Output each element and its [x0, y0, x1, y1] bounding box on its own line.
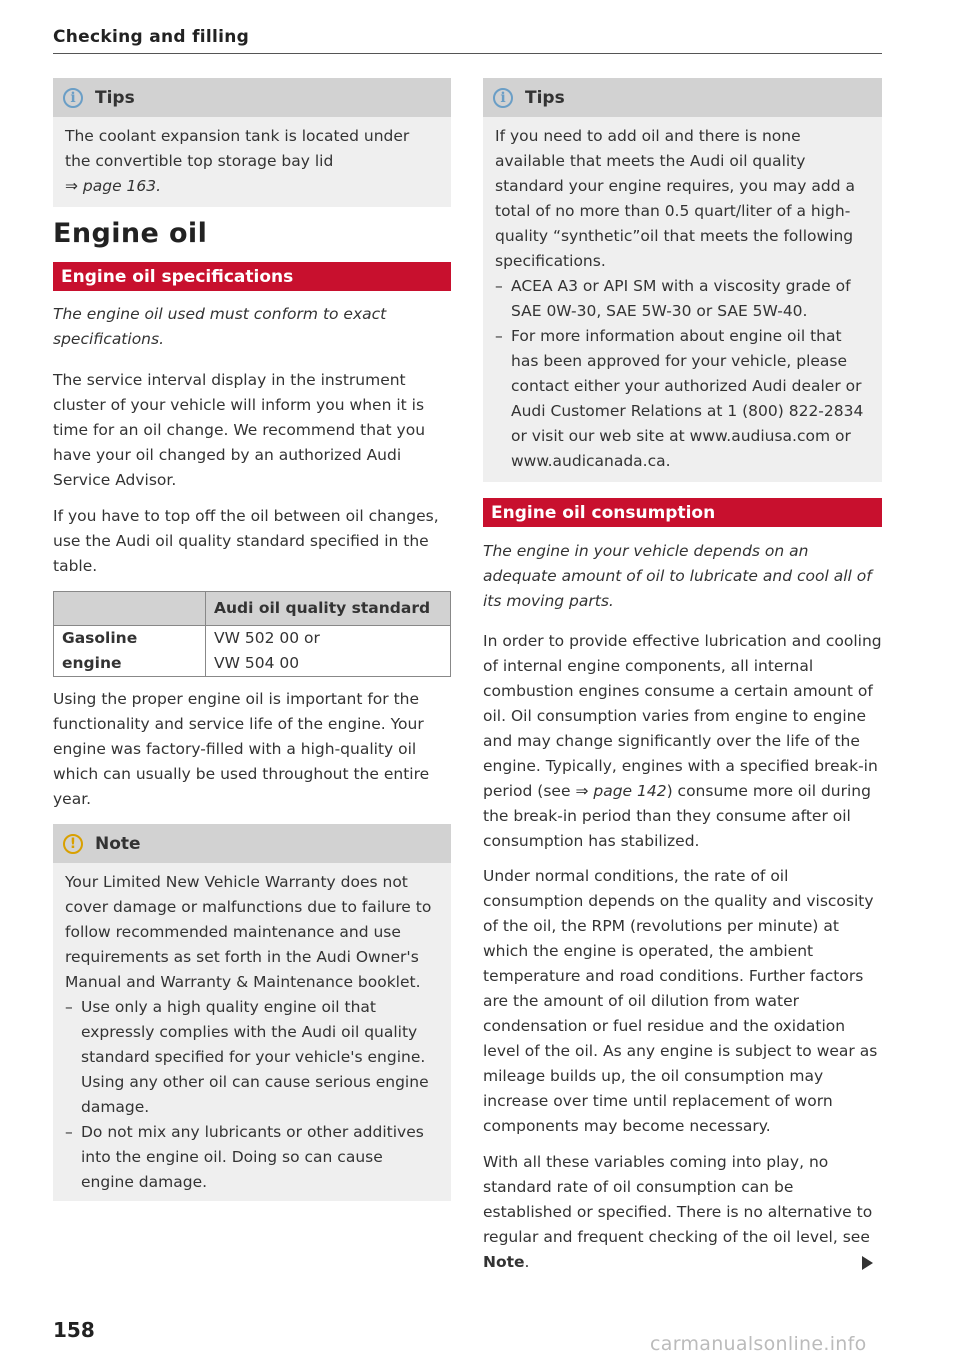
section-heading-engine-oil: Engine oil	[53, 218, 208, 249]
list-item: – Use only a high quality engine oil that expressly complies with the Audi oil quality standard specified for your vehicle's engine. Using any other oil can cause serious engine damage.	[65, 995, 439, 1120]
table-header-row	[54, 592, 451, 626]
note-list	[65, 995, 439, 1195]
header-rule	[53, 53, 882, 54]
table-value-line-1: VW 502 00 or	[214, 629, 320, 647]
paragraph-period: .	[524, 1253, 530, 1271]
paragraph-lubrication	[483, 629, 882, 854]
table-row-label: Gasoline engine	[54, 626, 206, 677]
info-icon: i	[63, 88, 83, 108]
section-intro: The engine in your vehicle depends on an adequate amount of oil to lubricate and cool all of its moving parts.	[483, 542, 872, 610]
list-item: – ACEA A3 or API SM with a viscosity grade of SAE 0W-30, SAE 5W-30 or SAE 5W-40.	[495, 274, 870, 324]
table-value-cell	[206, 626, 451, 677]
paragraph-variables	[483, 1150, 882, 1275]
tips-header	[53, 78, 451, 117]
paragraph-text: In order to provide effective lubrication and cooling of internal engine components, all internal combustion engines consume a certain amount of oil. Oil consumption varies from engine to engine and may change significantly over the life of the engine. Typically, engines with a specified break-in period (see	[483, 632, 882, 800]
paragraph-consumption-rate: Under normal conditions, the rate of oil consumption depends on the quality and viscosity of the oil, the RPM (revolutions per minute) at which the engine is operated, the ambient temperature and road conditions. Further factors are the amount of oil dilution from water condensation or fuel residue and the oxidation level of the oil. As any engine is subject to wear as mileage builds up, the oil consumption may increase over time until replacement of worn components may become necessary.	[483, 867, 878, 1135]
table-value-line-2: VW 504 00	[214, 654, 300, 672]
table-corner-cell	[54, 592, 206, 626]
table-column-header: Audi oil quality standard	[206, 592, 451, 626]
section-bar-oil-specifications: Engine oil specifications	[53, 262, 451, 291]
warning-icon: !	[63, 834, 83, 854]
page-number: 158	[53, 1318, 95, 1342]
oil-standard-table	[53, 591, 451, 677]
paragraph-text: With all these variables coming into play, no standard rate of oil consumption can be established or specified. There is no alternative to regular and frequent checking of the oil level, see	[483, 1153, 873, 1246]
paragraph-text: ) consume more oil during the break-in period than they consume after oil consumption has stabilized.	[483, 782, 871, 850]
tips-box-oil	[483, 78, 882, 482]
tips-text: If you need to add oil and there is none available that meets the Audi oil quality standard your engine requires, you may add a total of no more than 0.5 quart/liter of a high-quality “synthetic”oil that meets the following specifications.	[495, 127, 855, 270]
watermark: carmanualsonline.info	[650, 1333, 867, 1355]
tips-box-coolant	[53, 78, 451, 207]
tips-body	[483, 117, 882, 482]
tips-body	[53, 117, 451, 207]
tips-header	[483, 78, 882, 117]
list-item: – For more information about engine oil that has been approved for your vehicle, please contact either your authorized Audi dealer or Audi Customer Relations at 1 (800) 822-2834 or visit our web site at www.audiusa.com or www.audicanada.ca.	[495, 324, 870, 474]
tips-text: The coolant expansion tank is located under the convertible top storage bay lid	[65, 127, 410, 170]
paragraph-top-off: If you have to top off the oil between oil changes, use the Audi oil quality standard specified in the table.	[53, 507, 439, 575]
page-reference[interactable]: ⇒ page 163.	[65, 177, 162, 195]
section-intro: The engine oil used must conform to exact specifications.	[53, 305, 387, 348]
tips-title: Tips	[95, 87, 135, 108]
tips-title: Tips	[525, 87, 565, 108]
list-item: – Do not mix any lubricants or other additives into the engine oil. Doing so can cause engine damage.	[65, 1120, 439, 1195]
page-reference[interactable]: ⇒ page 142	[575, 782, 667, 800]
note-body	[53, 863, 451, 1201]
paragraph-service-interval: The service interval display in the instrument cluster of your vehicle will inform you when it is time for an oil change. We recommend that you have your oil changed by an authorized Audi Service Advisor.	[53, 371, 426, 489]
running-header: Checking and filling	[53, 27, 250, 47]
table-row	[54, 626, 451, 677]
continue-arrow-icon	[862, 1256, 873, 1270]
note-text: Your Limited New Vehicle Warranty does not cover damage or malfunctions due to failure to follow recommended maintenance and use requirements as set forth in the Audi Owner's Manual and Warranty & Maintenance booklet.	[65, 873, 432, 991]
note-reference[interactable]: Note	[483, 1253, 525, 1271]
tips-list	[495, 274, 870, 474]
note-header	[53, 824, 451, 863]
paragraph-proper-oil: Using the proper engine oil is important for the functionality and service life of the engine. Your engine was factory-filled with a high-quality oil which can usually be used throughout the entire year.	[53, 690, 430, 808]
note-box	[53, 824, 451, 1201]
section-bar-oil-consumption: Engine oil consumption	[483, 498, 882, 527]
note-title: Note	[95, 833, 141, 854]
info-icon: i	[493, 88, 513, 108]
